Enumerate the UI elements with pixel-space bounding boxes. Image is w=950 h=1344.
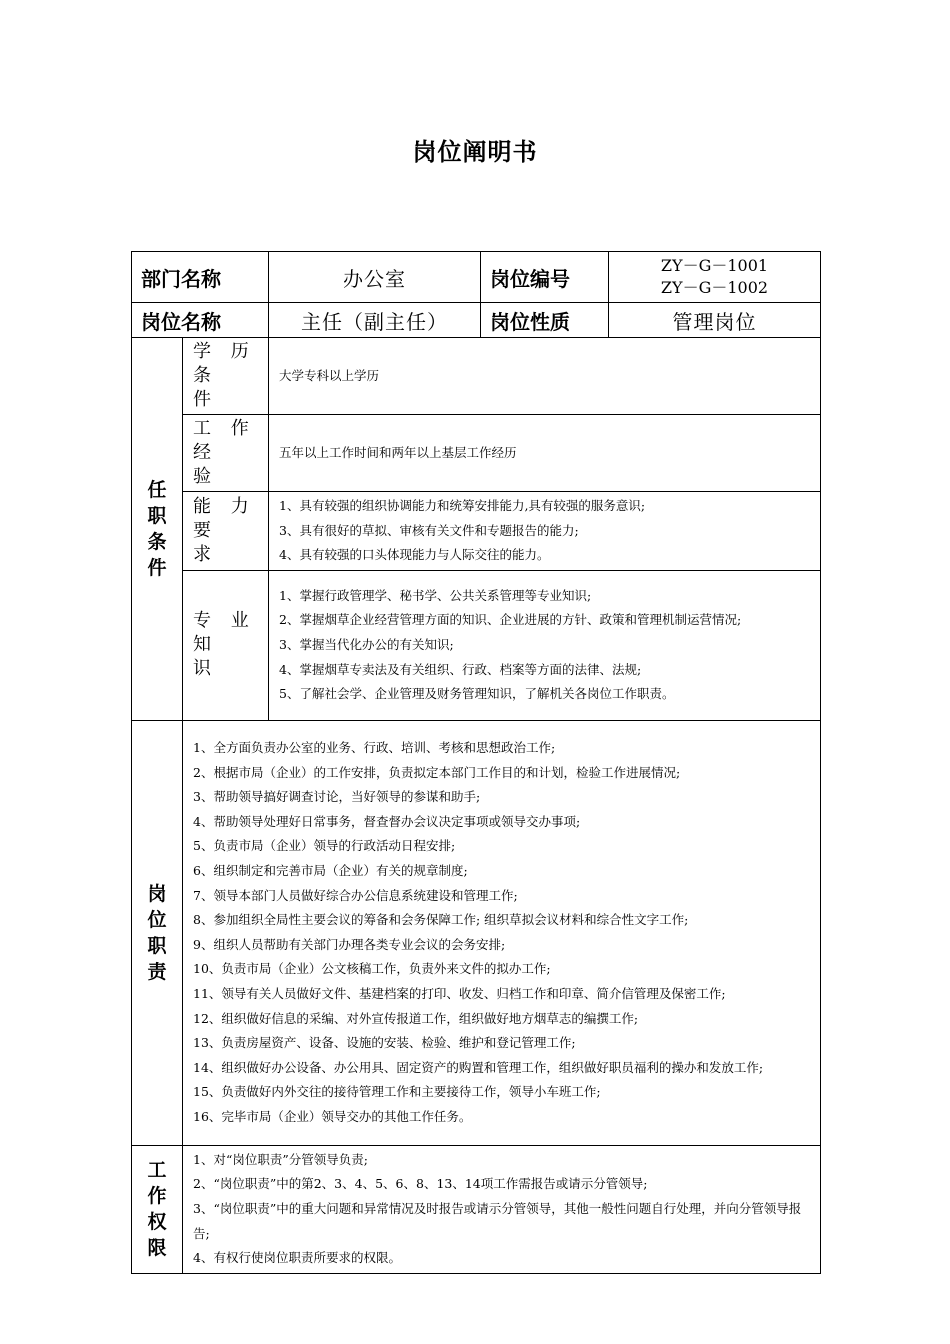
list-item: 11、领导有关人员做好文件、基建档案的打印、收发、归档工作和印章、简介信管理及保密工作; bbox=[193, 985, 726, 1001]
list-item: 3、帮助领导搞好调查讨论，当好领导的参谋和助手; bbox=[193, 789, 481, 805]
list-item: 3、“岗位职责”中的重大问题和异常情况及时报告或请示分管领导，其他一般性问题自行处理，并向分管领导报告; bbox=[193, 1200, 802, 1241]
duties-row bbox=[132, 720, 821, 1145]
code-label: 岗位编号 bbox=[481, 252, 609, 303]
list-item: 13、负责房屋资产、设备、设施的安装、检验、维护和登记管理工作; bbox=[193, 1035, 576, 1051]
list-item: 8、参加组织全局性主要会议的筹备和会务保障工作; 组织草拟会议材料和综合性文字工作; bbox=[193, 912, 689, 928]
ability-row bbox=[132, 492, 821, 571]
position-value: 主任（副主任） bbox=[269, 303, 481, 338]
position-codes bbox=[609, 252, 821, 303]
dept-value: 办公室 bbox=[269, 252, 481, 303]
knowledge-label: 专 业 知 识 bbox=[183, 570, 269, 720]
education-text: 大学专科以上学历 bbox=[269, 338, 821, 415]
list-item: 12、组织做好信息的采编、对外宣传报道工作，组织做好地方烟草志的编撰工作; bbox=[193, 1010, 639, 1026]
list-item: 1、具有较强的组织协调能力和统筹安排能力,具有较强的服务意识; bbox=[279, 498, 646, 513]
list-item: 4、掌握烟草专卖法及有关组织、行政、档案等方面的法律、法规; bbox=[279, 661, 642, 677]
job-description-table bbox=[131, 251, 821, 1274]
list-item: 6、组织制定和完善市局（企业）有关的规章制度; bbox=[193, 863, 468, 878]
list-item: 5、了解社会学、企业管理及财务管理知识，了解机关各岗位工作职责。 bbox=[279, 686, 675, 702]
list-item: 1、全方面负责办公室的业务、行政、培训、考核和思想政治工作; bbox=[193, 740, 556, 756]
list-item: 2、根据市局（企业）的工作安排，负责拟定本部门工作目的和计划，检验工作进展情况; bbox=[193, 764, 681, 780]
ability-label: 能 力 要 求 bbox=[183, 492, 269, 571]
list-item: 1、对“岗位职责”分管领导负责; bbox=[193, 1151, 368, 1167]
list-item: 5、负责市局（企业）领导的行政活动日程安排; bbox=[193, 838, 456, 854]
authority-section-label: 工 作 权 限 bbox=[132, 1145, 183, 1273]
ability-list bbox=[269, 492, 821, 571]
list-item: 4、具有较强的口头体现能力与人际交往的能力。 bbox=[279, 547, 550, 563]
knowledge-row bbox=[132, 570, 821, 720]
page-title: 岗位阐明书 bbox=[412, 138, 538, 166]
experience-row bbox=[132, 415, 821, 492]
header-row-department bbox=[132, 252, 821, 303]
list-item: 4、帮助领导处理好日常事务，督查督办会议决定事项或领导交办事项; bbox=[193, 813, 581, 829]
position-label: 岗位名称 bbox=[132, 303, 269, 338]
qualifications-section-label: 任 职 条 件 bbox=[132, 338, 183, 721]
nature-label: 岗位性质 bbox=[481, 303, 609, 338]
list-item: 7、领导本部门人员做好综合办公信息系统建设和管理工作; bbox=[193, 887, 518, 903]
knowledge-list bbox=[269, 570, 821, 720]
list-item: 2、“岗位职责”中的第2、3、4、5、6、8、13、14项工作需报告或请示分管领导; bbox=[193, 1176, 648, 1192]
position-code: ZY－G－1002 bbox=[660, 278, 769, 297]
duties-section-label: 岗 位 职 责 bbox=[132, 720, 183, 1145]
experience-text: 五年以上工作时间和两年以上基层工作经历 bbox=[269, 415, 821, 492]
education-label: 学 历 条 件 bbox=[183, 338, 269, 415]
list-item: 14、组织做好办公设备、办公用具、固定资产的购置和管理工作，组织做好职员福利的操办和发放工作; bbox=[193, 1059, 764, 1075]
list-item: 4、有权行使岗位职责所要求的权限。 bbox=[193, 1250, 401, 1266]
list-item: 10、负责市局（企业）公文核稿工作，负责外来文件的拟办工作; bbox=[193, 961, 551, 977]
list-item: 3、具有很好的草拟、审核有关文件和专题报告的能力; bbox=[279, 522, 579, 538]
list-item: 2、掌握烟草企业经营管理方面的知识、企业进展的方针、政策和管理机制运营情况; bbox=[279, 612, 742, 628]
list-item: 3、掌握当代化办公的有关知识; bbox=[279, 636, 454, 652]
authority-list bbox=[183, 1145, 821, 1273]
position-code: ZY－G－1001 bbox=[660, 256, 769, 275]
nature-value: 管理岗位 bbox=[609, 303, 821, 338]
list-item: 16、完毕市局（企业）领导交办的其他工作任务。 bbox=[193, 1108, 472, 1124]
header-row-position bbox=[132, 303, 821, 338]
authority-row bbox=[132, 1145, 821, 1273]
education-row bbox=[132, 338, 821, 415]
list-item: 9、组织人员帮助有关部门办理各类专业会议的会务安排; bbox=[193, 936, 506, 952]
duties-list bbox=[183, 720, 821, 1145]
dept-label: 部门名称 bbox=[132, 252, 269, 303]
list-item: 15、负责做好内外交往的接待管理工作和主要接待工作，领导小车班工作; bbox=[193, 1084, 601, 1100]
list-item: 1、掌握行政管理学、秘书学、公共关系管理等专业知识; bbox=[279, 587, 592, 603]
experience-label: 工 作 经 验 bbox=[183, 415, 269, 492]
